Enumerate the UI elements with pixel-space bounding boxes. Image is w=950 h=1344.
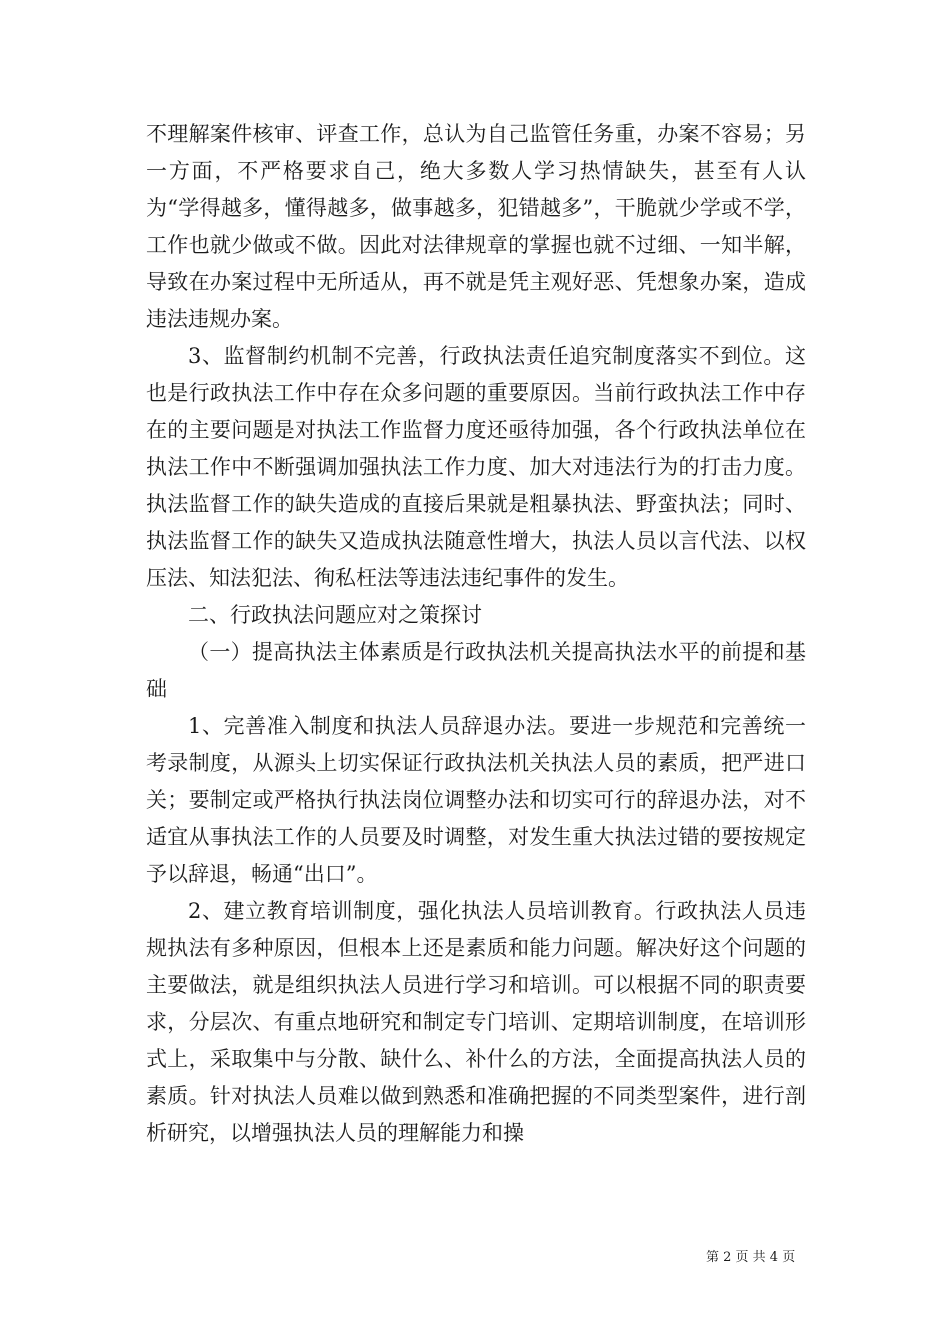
paragraph-continuation: 不理解案件核审、评查工作，总认为自己监管任务重，办案不容易；另一方面，不严格要求自己，绝大多数人学习热情缺失，甚至有人认为“学得越多，懂得越多，做事越多，犯错越多”，干脆就少学或不学，工作也就少做或不做。因此对法律规章的掌握也就不过细、一知半解，导致在办案过程中无所适从，再不就是凭主观好恶、凭想象办案，造成违法违规办案。 — [146, 122, 806, 331]
page-number-footer: 第 2 页 共 4 页 — [706, 1250, 796, 1265]
subsection-heading-quality: （一）提高执法主体素质是行政执法机关提高执法水平的前提和基础 — [146, 640, 806, 701]
section-heading-countermeasures: 二、行政执法问题应对之策探讨 — [188, 603, 482, 627]
paragraph-supervision-mechanism: 3、监督制约机制不完善，行政执法责任追究制度落实不到位。这也是行政执法工作中存在众多问题的重要原因。当前行政执法工作中存在的主要问题是对执法工作监督力度还亟待加强，各个行政执法单位在执法工作中不断强调加强执法工作力度、加大对违法行为的打击力度。执法监督工作的缺失造成的直接后果就是粗暴执法、野蛮执法；同时、执法监督工作的缺失又造成执法随意性增大，执法人员以言代法、以权压法、知法犯法、徇私枉法等违法违纪事件的发生。 — [146, 344, 806, 590]
paragraph-training-system: 2、建立教育培训制度，强化执法人员培训教育。行政执法人员违规执法有多种原因，但根本上还是素质和能力问题。解决好这个问题的主要做法，就是组织执法人员进行学习和培训。可以根据不同的职责要求，分层次、有重点地研究和制定专门培训、定期培训制度，在培训形式上，采取集中与分散、缺什么、补什么的方法，全面提高执法人员的素质。针对执法人员难以做到熟悉和准确把握的不同类型案件，进行剖析研究，以增强执法人员的理解能力和操 — [146, 899, 806, 1145]
document-body — [146, 116, 806, 1152]
paragraph-admission-system: 1、完善准入制度和执法人员辞退办法。要进一步规范和完善统一考录制度，从源头上切实保证行政执法机关执法人员的素质，把严进口关；要制定或严格执行执法岗位调整办法和切实可行的辞退办法，对不适宜从事执法工作的人员要及时调整，对发生重大执法过错的要按规定予以辞退，畅通“出口”。 — [146, 714, 806, 886]
